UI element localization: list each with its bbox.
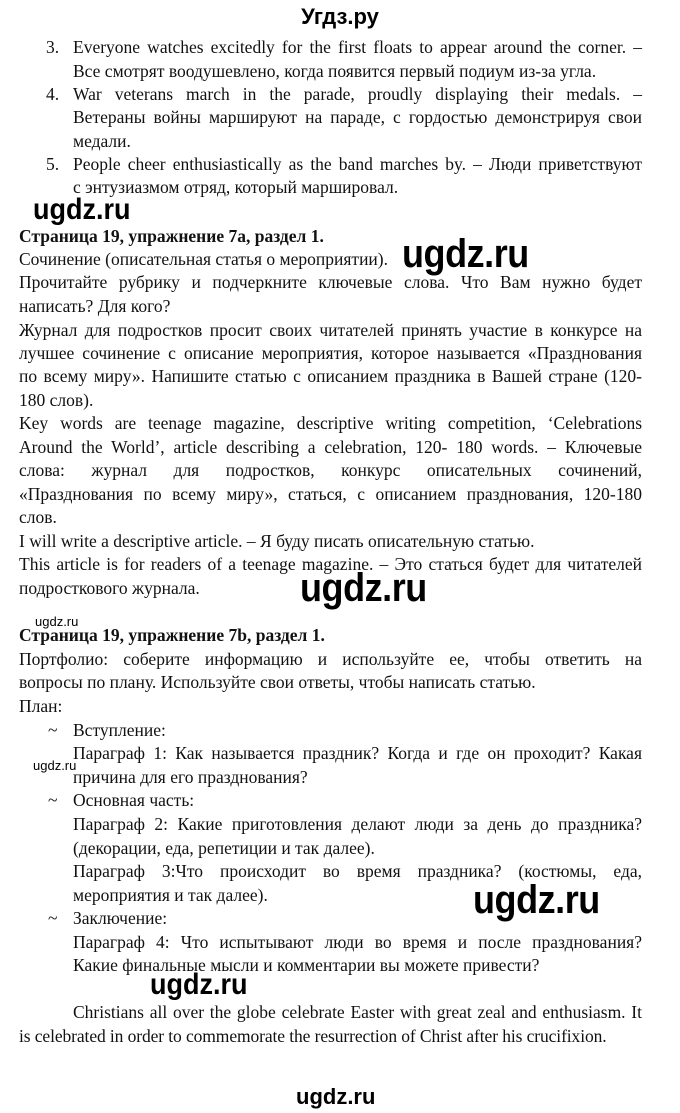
watermark[interactable]: ugdz.ru	[150, 968, 248, 1001]
paragraph-line: подросткового журнала.	[19, 578, 200, 598]
plan-line: причина для его празднования?	[73, 767, 308, 787]
plan-line: Параграф 1: Как называется праздник? Когда и где он проходит? Какая	[73, 743, 642, 763]
plan-line: мероприятия и так далее).	[73, 885, 268, 905]
plan-line: Параграф 2: Какие приготовления делают люди за день до праздника?	[73, 814, 642, 834]
list-item-text: People cheer enthusiastically as the band marches by. – Люди приветствуют	[73, 154, 642, 174]
watermark[interactable]: ugdz.ru	[296, 1084, 376, 1109]
paragraph-line: Портфолио: соберите информацию и используйте ее, чтобы ответить на	[19, 649, 642, 669]
watermark[interactable]: ugdz.ru	[300, 566, 427, 610]
plan-line: (декорации, еда, репетиции и так далее).	[73, 838, 375, 858]
paragraph-line: слов.	[19, 507, 57, 527]
list-item-text: с энтузиазмом отряд, который маршировал.	[73, 177, 399, 197]
watermark[interactable]: ugdz.ru	[35, 614, 79, 629]
paragraph-line: слова: журнал для подростков, конкурс описательных сочинений,	[19, 460, 642, 480]
plan-label: Заключение:	[73, 908, 168, 928]
paragraph-line: This article is for readers of a teenage magazine. – Это статься будет для читателей	[19, 554, 642, 574]
bullet-tilde: ~	[48, 908, 58, 928]
paragraph-line: I will write a descriptive article. – Я буду писать описательную статью.	[19, 531, 535, 551]
paragraph-line: Журнал для подростков просит своих читателей принять участие в конкурсе на	[19, 320, 642, 340]
paragraph-line: Прочитайте рубрику и подчеркните ключевые слова. Что Вам нужно будет	[19, 272, 642, 292]
bullet-tilde: ~	[48, 790, 58, 810]
list-item-text: Все смотрят воодушевлено, когда появится первый подиум из-за угла.	[73, 61, 597, 81]
list-number: 5.	[46, 154, 60, 174]
paragraph-line: по всему миру». Напишите статью с описанием праздника в Вашей стране (120-	[19, 366, 642, 386]
watermark[interactable]: ugdz.ru	[33, 193, 131, 226]
watermark[interactable]: ugdz.ru	[473, 878, 600, 922]
section-heading: Страница 19, упражнение 7a, раздел 1.	[19, 226, 324, 246]
paragraph-line: Key words are teenage magazine, descriptive writing competition, ‘Celebrations	[19, 413, 642, 433]
list-number: 4.	[46, 84, 60, 104]
paragraph-line: «Празднования по всему миру», статься, с описанием празднования, 120-180	[19, 484, 642, 504]
watermark[interactable]: ugdz.ru	[33, 758, 77, 773]
list-number: 3.	[46, 37, 60, 57]
paragraph-line: План:	[19, 696, 63, 716]
paragraph-line: 180 слов).	[19, 390, 94, 410]
essay-line: is celebrated in order to commemorate the resurrection of Christ after his crucifixion.	[19, 1026, 607, 1046]
plan-line: Параграф 4: Что испытывают люди во время и после празднования?	[73, 932, 642, 952]
list-item-text: War veterans march in the parade, proudly displaying their medals. –	[73, 84, 642, 104]
paragraph-line: вопросы по плану. Используйте свои ответы, чтобы написать статью.	[19, 672, 536, 692]
watermark[interactable]: ugdz.ru	[402, 232, 529, 276]
list-item-text: медали.	[73, 131, 131, 151]
site-title[interactable]: Угдз.ру	[301, 4, 379, 29]
paragraph-line: лучшее сочинение с описание мероприятия, которое называется «Празднования	[19, 343, 642, 363]
essay-line: Christians all over the globe celebrate Easter with great zeal and enthusiasm. It	[73, 1002, 642, 1022]
section-heading: Страница 19, упражнение 7b, раздел 1.	[19, 625, 325, 645]
plan-label: Вступление:	[73, 720, 166, 740]
plan-line: Параграф 3:Что происходит во время праздника? (костюмы, еда,	[73, 861, 642, 881]
plan-line: Какие финальные мысли и комментарии вы можете привести?	[73, 955, 540, 975]
paragraph-line: Around the World’, article describing a celebration, 120- 180 words. – Ключевые	[19, 437, 642, 457]
bullet-tilde: ~	[48, 720, 58, 740]
paragraph-line: Сочинение (описательная статья о мероприятии).	[19, 249, 389, 269]
plan-label: Основная часть:	[73, 790, 195, 810]
list-item-text: Ветераны войны маршируют на параде, с гордостью демонстрируя свои	[73, 107, 642, 127]
list-item-text: Everyone watches excitedly for the first floats to appear around the corner. –	[73, 37, 642, 57]
paragraph-line: написать? Для кого?	[19, 296, 171, 316]
